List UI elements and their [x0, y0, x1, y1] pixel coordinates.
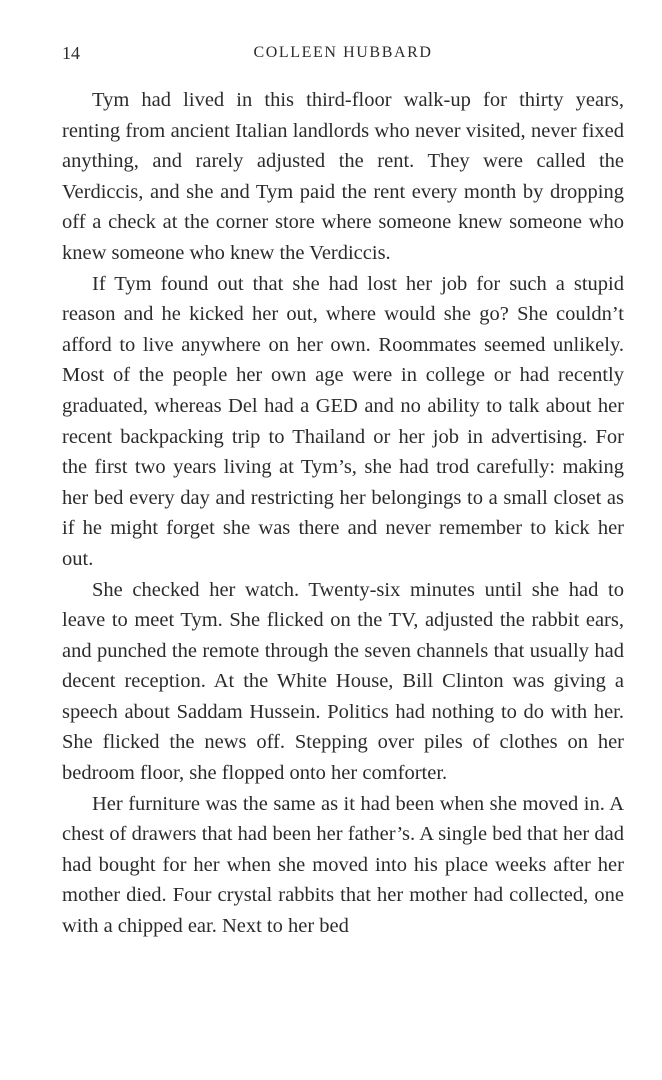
running-title-author: COLLEEN HUBBARD [253, 44, 433, 61]
paragraph: Tym had lived in this third-floor walk-up for thirty years, renting from ancient Italian landlords who never visited, never fixed anything, and rarely adjusted the rent. They were called the Verdiccis, and she and Tym paid the rent every month by dropping off a check at the corner store where someone knew someone who knew someone who knew the Verdiccis. [62, 89, 624, 264]
text-body [62, 85, 624, 942]
page-number: 14 [62, 43, 80, 63]
paragraph: She checked her watch. Twenty-six minutes until she had to leave to meet Tym. She flicked on the TV, adjusted the rabbit ears, and punched the remote through the seven channels that usually had decent reception. At the White House, Bill Clinton was giving a speech about Saddam Hussein. Politics had nothing to do with her. She flicked the news off. Stepping over piles of clothes on her bedroom floor, she flopped onto her comforter. [62, 578, 624, 785]
paragraph: If Tym found out that she had lost her job for such a stupid reason and he kicked her out, where would she go? She couldn’t afford to live anywhere on her own. Roommates seemed unlikely. Most of the people her own age were in college or had recently graduated, whereas Del had a GED and no ability to talk about her recent backpacking trip to Thailand or her job in advertising. For the first two years living at Tym’s, she had trod carefully: making her bed every day and restricting her belongings to a small closet as if he might forget she was there and never remember to kick her out. [62, 272, 624, 570]
running-head [62, 41, 624, 65]
paragraph: Her furniture was the same as it had been when she moved in. A chest of drawers that had been her father’s. A single bed that her dad had bought for her when she moved into his place weeks after her mother died. Four crystal rabbits that her mother had collected, one with a chipped ear. Next to her bed [62, 792, 624, 938]
